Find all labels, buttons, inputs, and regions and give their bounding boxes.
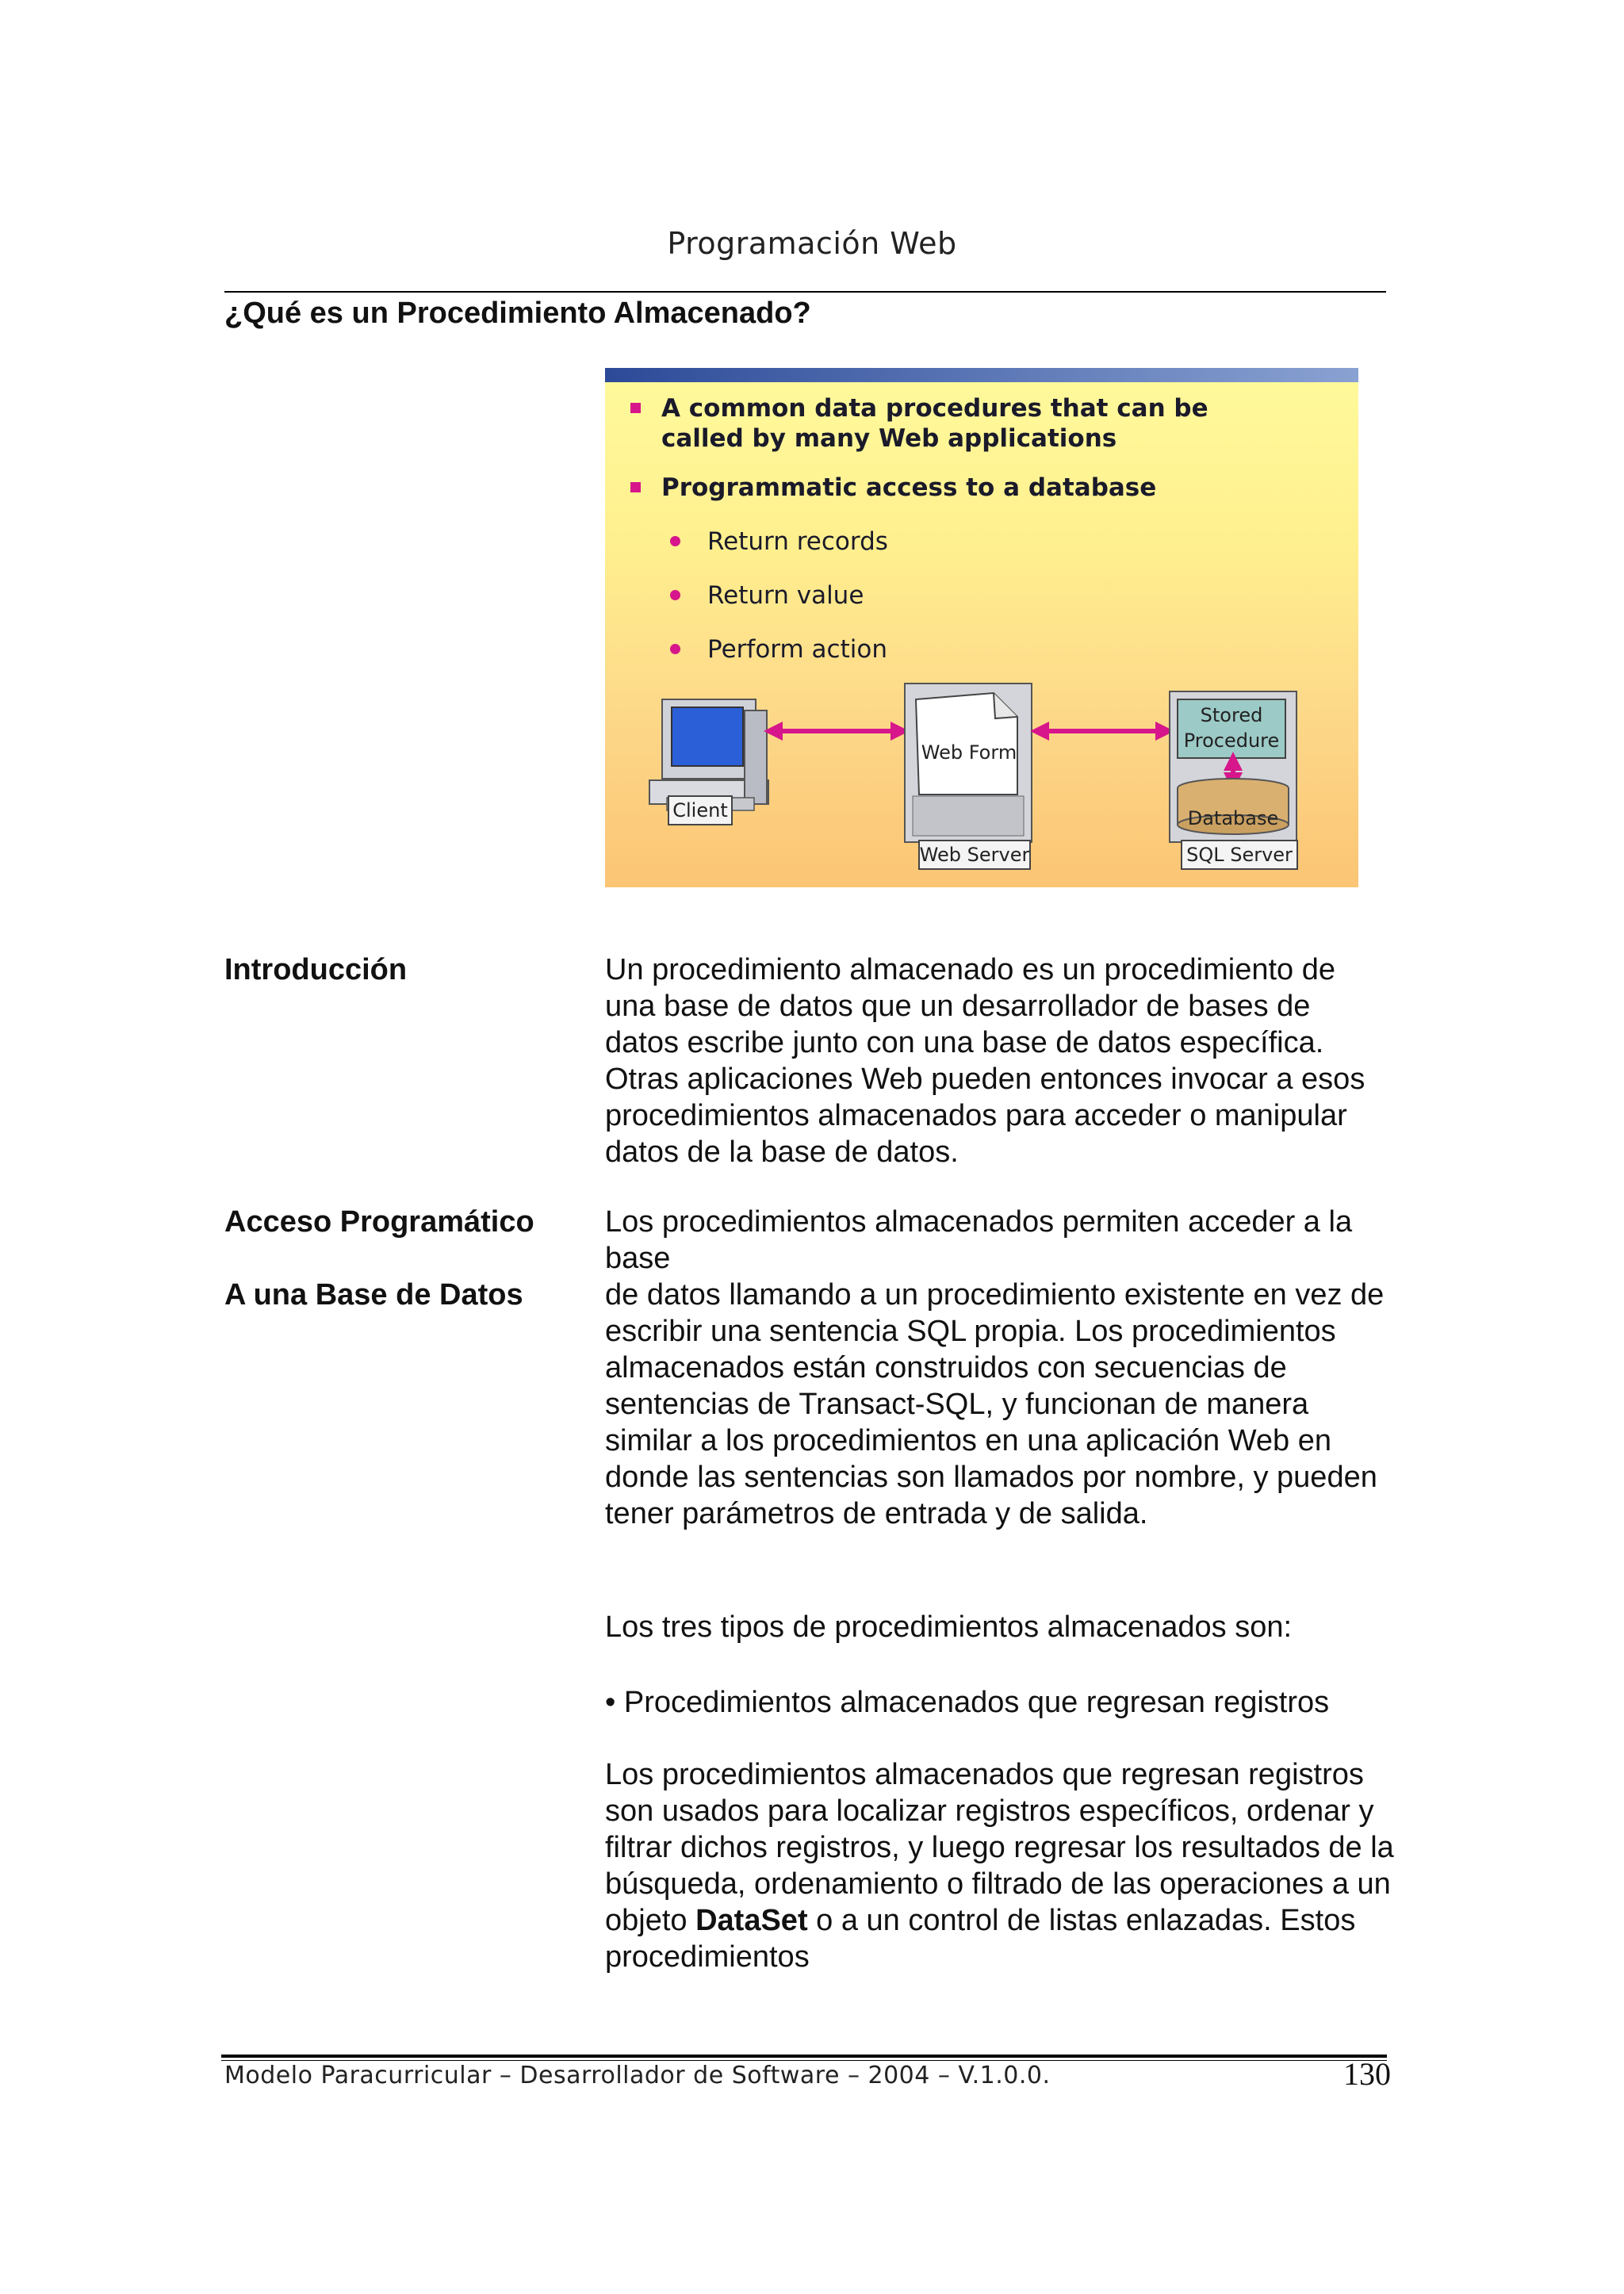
stored-procedure-label-1: Stored [1200,704,1263,726]
tipos-intro: Los tres tipos de procedimientos almacenados son: [605,1610,1293,1644]
footer-text: Modelo Paracurricular – Desarrollador de Software – 2004 – V.1.0.0. [224,2062,1051,2089]
introduccion-label: Introducción [224,953,408,986]
sql-server-label-box [1182,841,1297,869]
footer-rule [221,2055,1387,2058]
acceso-label-1: Acceso Programático [224,1205,534,1239]
acceso-label-2: A una Base de Datos [224,1278,523,1312]
running-header: Programación Web [667,226,957,261]
slide-image [605,368,1358,887]
sql-server-label: SQL Server [1186,844,1293,866]
registros-text-before: Los procedimientos almacenados que regresan registros son usados para localizar registros específicos, ordenar y filtrar dichos registros, y luego regresar los resultados de la búsqueda, ordenamiento o filtrado de las operaciones a un objeto [605,1758,1394,1937]
web-server-label-box [919,841,1030,869]
architecture-diagram [605,368,1358,887]
acceso-paragraph-rest: de datos llamando a un procedimiento existente en vez de escribir una sentencia SQL propia. Los procedimientos almacenados están construidos con secuencias de sentencias de Transact-SQL, y funcionan de manera similar a los procedimientos en una aplicación Web en donde las sentencias son llamados por nombre, y pueden tener parámetros de entrada y de salida. [605,1278,1385,1530]
registros-text-after: o a un control de listas enlazadas. Estos procedimientos [605,1904,1356,1974]
slide-bullet-2-text: Programmatic access to a database [661,473,1157,502]
footer-rule-thin [221,2060,1387,2061]
client-computer-icon [649,699,768,810]
tipo-bullet: • Procedimientos almacenados que regresan registros [605,1686,1330,1719]
slide-sub-bullet-2-text: Return value [707,581,864,610]
slide-bullet-1-text: A common data procedures that can be called by many Web applications [661,394,1208,453]
acceso-paragraph-line1: Los procedimientos almacenados permiten acceder a la base [605,1205,1353,1275]
section-title: ¿Qué es un Procedimiento Almacenado? [224,297,811,330]
client-label: Client [672,799,728,821]
web-form-label: Web Form [921,741,1017,764]
introduccion-paragraph: Un procedimiento almacenado es un procedimiento de una base de datos que un desarrollador de bases de datos escribe junto con una base de datos específica. Otras aplicaciones Web pueden entonces invocar a esos procedimientos almacenados para acceder o manipular datos de la base de datos. [605,953,1365,1169]
database-label: Database [1187,807,1279,829]
client-label-box [668,796,732,825]
web-server-label: Web Server [919,844,1030,866]
stored-procedure-label-2: Procedure [1183,730,1280,752]
slide-sub-bullet-3-text: Perform action [707,635,887,664]
registros-paragraph [605,1756,1398,1975]
slide-sub-bullet-1-text: Return records [707,527,888,556]
dataset-term: DataSet [695,1904,808,1937]
header-rule [224,291,1386,293]
page-number: 130 [1343,2056,1391,2092]
